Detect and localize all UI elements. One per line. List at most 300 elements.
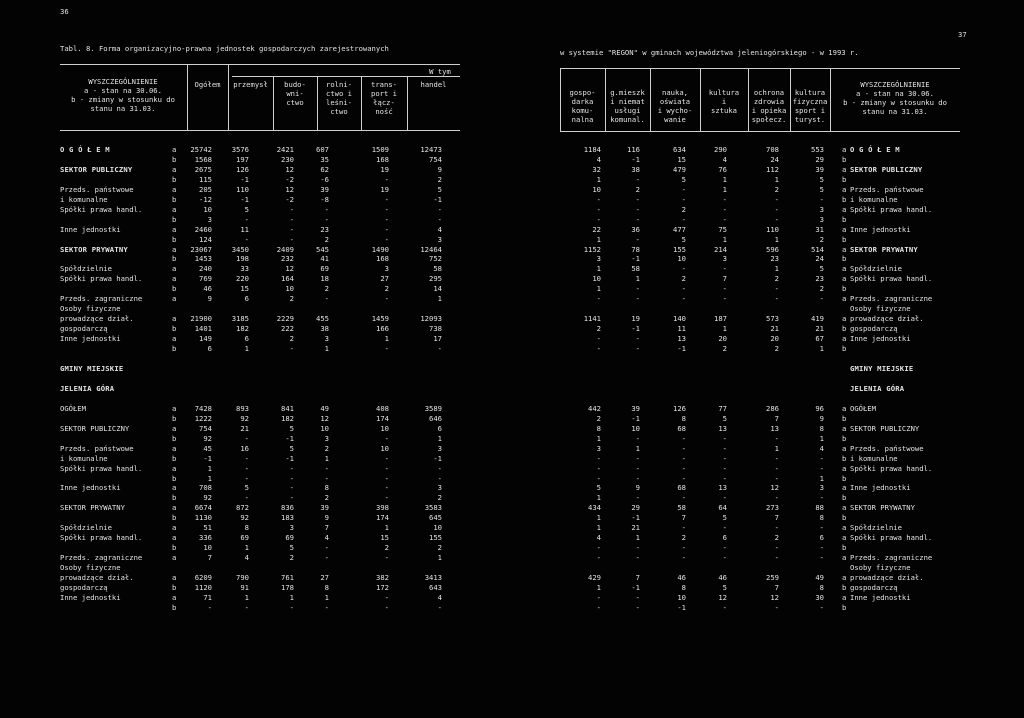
row-ab-marker-right: a [842, 164, 847, 174]
table-cell-right: 126 [673, 403, 686, 413]
table-cell-right: 7 [774, 513, 779, 523]
table-cell-right: - [774, 194, 779, 204]
table-cell-right: - [819, 543, 824, 553]
table-cell-right: 214 [714, 244, 727, 254]
table-cell-right: - [722, 602, 727, 612]
table-cell-left: 4 [437, 224, 442, 234]
table-cell-right: - [596, 294, 601, 304]
table-cell-right: - [635, 453, 640, 463]
table-cell-left: 2409 [276, 244, 294, 254]
table-cell-right: 9 [635, 483, 640, 493]
table-cell-left: 408 [376, 403, 389, 413]
table-cell-right: - [722, 284, 727, 294]
row-ab-marker-left: a [172, 443, 177, 453]
table-cell-left: - [244, 453, 249, 463]
table-cell-left: 2 [324, 443, 329, 453]
left-col-header: handel [420, 80, 447, 89]
left-col-divider [228, 64, 229, 130]
table-cell-left: 6 [207, 344, 212, 353]
row-ab-marker-left: b [172, 154, 177, 164]
table-cell-left: 1 [324, 453, 329, 463]
table-cell-right: 3 [596, 254, 601, 264]
table-cell-left: 790 [236, 573, 249, 582]
table-cell-right: 10 [677, 592, 686, 602]
table-cell-right: 3 [819, 204, 824, 214]
table-cell-left: 115 [199, 174, 212, 184]
table-cell-left: - [437, 602, 442, 612]
row-label-right: Spółdzielnie [850, 264, 902, 274]
row-ab-marker-right: a [842, 533, 847, 543]
row-ab-marker-right: a [842, 443, 847, 453]
table-cell-right: 10 [592, 184, 601, 194]
table-cell-left: 9 [207, 294, 212, 304]
row-ab-marker-left: a [172, 164, 177, 174]
table-cell-left: 155 [429, 533, 442, 543]
table-cell-left: 183 [281, 513, 294, 523]
table-cell-left: 19 [380, 184, 389, 194]
row-label-right: SEKTOR PUBLICZNY [850, 164, 923, 174]
row-label-left: i komunalne [60, 453, 108, 463]
table-cell-right: - [635, 234, 640, 244]
table-cell-left: - [384, 453, 389, 463]
table-cell-right: - [722, 453, 727, 463]
row-label-left: Przeds. zagraniczne [60, 294, 143, 304]
table-cell-right: - [596, 453, 601, 463]
table-cell-right: 1 [596, 433, 601, 443]
table-cell-right: 1 [596, 264, 601, 274]
row-label-left: prowadzące dział. [60, 314, 134, 324]
table-cell-right: 1 [722, 184, 727, 194]
left-col-header: Ogółem [194, 80, 221, 89]
table-cell-right: - [819, 453, 824, 463]
table-cell-right: 1 [635, 533, 640, 543]
row-label-right: prowadzące dział. [850, 314, 924, 324]
table-cell-right: - [774, 214, 779, 224]
page-left-number: 36 [60, 7, 69, 16]
table-cell-right: 1 [635, 443, 640, 453]
table-cell-left: 4 [437, 592, 442, 602]
table-cell-right: 36 [631, 224, 640, 234]
table-cell-right: - [774, 553, 779, 563]
table-cell-left: 5 [437, 184, 442, 194]
table-cell-right: 2 [774, 344, 779, 353]
table-cell-left: - [244, 493, 249, 503]
table-cell-right: 5 [819, 184, 824, 194]
row-ab-marker-left: b [172, 284, 177, 294]
table-cell-left: 3 [207, 214, 212, 224]
table-cell-right: 88 [815, 503, 824, 513]
table-cell-right: 8 [819, 582, 824, 592]
table-cell-right: 31 [815, 224, 824, 234]
row-label-left: GMINY MIEJSKIE [60, 363, 124, 373]
row-label-right: Inne jednostki [850, 334, 911, 344]
table-cell-right: 6 [722, 533, 727, 543]
table-cell-right: 3 [722, 254, 727, 264]
table-cell-right: - [722, 493, 727, 503]
row-label-right: i komunalne [850, 453, 898, 463]
table-cell-right: - [635, 473, 640, 483]
table-cell-right: 2 [681, 204, 686, 214]
table-cell-left: 230 [281, 154, 294, 164]
row-label-right: Przeds. zagraniczne [850, 553, 933, 563]
table-cell-left: 222 [281, 324, 294, 334]
row-ab-marker-left: b [172, 174, 177, 184]
table-cell-right: - [635, 592, 640, 602]
table-cell-left: 62 [320, 164, 329, 174]
row-ab-marker-left: a [172, 264, 177, 274]
table-cell-left: 39 [320, 184, 329, 194]
table-cell-right: 5 [819, 174, 824, 184]
table-cell-right: - [722, 264, 727, 274]
table-cell-right: - [819, 553, 824, 563]
table-cell-left: 12 [285, 164, 294, 174]
table-cell-right: - [774, 453, 779, 463]
table-cell-left: 2 [437, 174, 442, 184]
row-label-left: Przeds. państwowe [60, 184, 134, 194]
table-cell-right: 1 [635, 274, 640, 284]
row-ab-marker-left: a [172, 503, 177, 513]
table-cell-left: 295 [429, 274, 442, 284]
row-ab-marker-right: a [842, 503, 847, 513]
table-cell-right: 12 [770, 483, 779, 493]
table-cell-right: - [635, 294, 640, 304]
row-ab-marker-left: b [172, 324, 177, 334]
table-cell-left: 836 [281, 503, 294, 513]
table-cell-right: -1 [631, 154, 640, 164]
table-cell-right: 58 [677, 503, 686, 513]
table-cell-right: 12 [718, 592, 727, 602]
table-cell-left: 3 [437, 483, 442, 493]
table-cell-left: 110 [236, 184, 249, 194]
table-cell-right: 4 [819, 443, 824, 453]
table-cell-right: 2 [681, 274, 686, 284]
row-label-right: Osoby fizyczne [850, 563, 911, 573]
table-cell-right: 10 [592, 274, 601, 284]
table-cell-right: 96 [815, 403, 824, 413]
row-label-left: Spółki prawa handl. [60, 463, 143, 473]
table-cell-right: - [819, 493, 824, 503]
table-cell-left: - [244, 602, 249, 612]
table-cell-right: - [596, 543, 601, 553]
row-ab-marker-right: b [842, 543, 847, 553]
table-cell-right: 4 [596, 154, 601, 164]
table-cell-left: - [384, 483, 389, 493]
row-ab-marker-left: b [172, 493, 177, 503]
table-cell-left: 1459 [371, 314, 389, 324]
table-cell-left: 8 [324, 483, 329, 493]
table-cell-right: 49 [815, 573, 824, 582]
table-cell-right: - [722, 294, 727, 304]
table-cell-right: - [635, 204, 640, 214]
table-cell-left: 220 [236, 274, 249, 284]
table-cell-right: - [596, 194, 601, 204]
row-ab-marker-right: b [842, 154, 847, 164]
table-cell-right: 7 [774, 582, 779, 592]
table-cell-right: - [774, 433, 779, 443]
table-cell-right: 75 [718, 224, 727, 234]
row-label-right: i komunalne [850, 194, 898, 204]
table-cell-left: 2460 [194, 224, 212, 234]
table-cell-right: 434 [588, 503, 601, 513]
row-ab-marker-left: b [172, 194, 177, 204]
table-cell-left: -1 [285, 433, 294, 443]
table-cell-right: 290 [714, 145, 727, 154]
table-cell-left: -8 [320, 194, 329, 204]
table-cell-right: - [635, 433, 640, 443]
table-cell-left: 1568 [194, 154, 212, 164]
table-cell-left: 58 [433, 264, 442, 274]
table-cell-left: 4 [324, 533, 329, 543]
table-cell-right: - [774, 204, 779, 214]
row-ab-marker-right: a [842, 463, 847, 473]
table-cell-right: -1 [631, 413, 640, 423]
row-ab-marker-left: a [172, 314, 177, 324]
table-cell-right: 76 [718, 164, 727, 174]
table-cell-left: 3 [324, 433, 329, 443]
row-label-right: Spółdzielnie [850, 523, 902, 533]
table-cell-right: 46 [718, 573, 727, 582]
table-cell-left: 5 [289, 423, 294, 433]
table-cell-left: 10 [203, 543, 212, 553]
row-label-left: Inne jednostki [60, 483, 121, 493]
table-cell-right: - [681, 194, 686, 204]
table-cell-left: 761 [281, 573, 294, 582]
row-ab-marker-right: a [842, 592, 847, 602]
table-cell-left: 7 [207, 553, 212, 563]
table-cell-right: 5 [722, 513, 727, 523]
row-ab-marker-right: a [842, 403, 847, 413]
table-cell-right: 77 [718, 403, 727, 413]
stub-header-left: WYSZCZEGÓLNIENIE a - stan na 30.06. b - zmiany w stosunku do stanu na 31.03. [71, 77, 175, 113]
table-cell-left: - [289, 483, 294, 493]
table-cell-left: 174 [376, 413, 389, 423]
table-cell-left: 69 [320, 264, 329, 274]
table-cell-left: 752 [429, 254, 442, 264]
table-cell-left: 124 [199, 234, 212, 244]
row-ab-marker-left: a [172, 423, 177, 433]
table-cell-left: 2 [324, 284, 329, 294]
table-cell-right: - [681, 493, 686, 503]
table-cell-left: 46 [203, 284, 212, 294]
table-cell-left: 1 [289, 592, 294, 602]
table-cell-left: 27 [320, 573, 329, 582]
table-cell-right: 155 [673, 244, 686, 254]
table-cell-right: - [596, 602, 601, 612]
table-cell-left: 10 [320, 423, 329, 433]
table-cell-right: 68 [677, 423, 686, 433]
table-cell-right: 64 [718, 503, 727, 513]
table-cell-left: 41 [320, 254, 329, 264]
row-ab-marker-right: b [842, 433, 847, 443]
table-cell-right: - [819, 602, 824, 612]
table-cell-left: 708 [199, 483, 212, 493]
row-ab-marker-right: a [842, 423, 847, 433]
table-cell-left: 893 [236, 403, 249, 413]
table-cell-left: 21 [240, 423, 249, 433]
table-cell-left: - [437, 204, 442, 214]
table-cell-left: 1 [244, 543, 249, 553]
table-cell-left: - [324, 543, 329, 553]
table-cell-left: 51 [203, 523, 212, 533]
table-cell-left: 646 [429, 413, 442, 423]
table-cell-right: - [819, 523, 824, 533]
row-label-left: Przeds. zagraniczne [60, 553, 143, 563]
table-cell-left: 607 [316, 145, 329, 154]
table-cell-left: 3185 [231, 314, 249, 324]
table-cell-right: - [635, 543, 640, 553]
table-cell-left: 2 [324, 493, 329, 503]
table-cell-right: 3 [819, 214, 824, 224]
table-cell-left: - [244, 473, 249, 483]
row-ab-marker-right: b [842, 214, 847, 224]
table-cell-left: 1490 [371, 244, 389, 254]
table-cell-right: -1 [631, 254, 640, 264]
table-cell-right: 13 [770, 423, 779, 433]
row-label-left: Spółki prawa handl. [60, 204, 143, 214]
table-cell-right: - [774, 543, 779, 553]
table-cell-left: 9 [324, 513, 329, 523]
table-cell-left: -2 [285, 174, 294, 184]
table-cell-left: 872 [236, 503, 249, 513]
table-cell-left: 12473 [420, 145, 442, 154]
table-cell-right: 5 [596, 483, 601, 493]
table-cell-left: -6 [320, 174, 329, 184]
row-ab-marker-right: a [842, 523, 847, 533]
right-top-rule [560, 68, 960, 69]
table-cell-right: 19 [631, 314, 640, 324]
table-cell-right: 23 [815, 274, 824, 284]
row-label-right: Spółki prawa handl. [850, 533, 933, 543]
table-cell-right: 1 [774, 174, 779, 184]
table-cell-right: - [722, 473, 727, 483]
table-cell-right: - [681, 543, 686, 553]
table-cell-right: - [635, 214, 640, 224]
table-cell-right: 5 [681, 174, 686, 184]
row-label-left: JELENIA GÓRA [60, 383, 115, 393]
table-cell-left: - [384, 214, 389, 224]
table-cell-right: 4 [722, 154, 727, 164]
row-ab-marker-right: b [842, 254, 847, 264]
page-right-number: 37 [958, 30, 967, 39]
table-cell-right: - [819, 294, 824, 304]
row-label-left: Spółdzielnie [60, 523, 112, 533]
stub-header-right: WYSZCZEGÓLNIENIE a - stan na 30.06. b - zmiany w stosunku do stanu na 31.03. [843, 80, 947, 116]
table-cell-right: - [635, 602, 640, 612]
table-cell-left: -12 [199, 194, 212, 204]
row-ab-marker-left: a [172, 334, 177, 344]
table-cell-right: - [722, 433, 727, 443]
table-cell-right: 596 [766, 244, 779, 254]
table-cell-right: -1 [631, 513, 640, 523]
table-cell-left: - [324, 294, 329, 304]
table-cell-right: -1 [677, 344, 686, 353]
table-cell-right: 116 [627, 145, 640, 154]
row-ab-marker-right: a [842, 204, 847, 214]
table-cell-left: 2 [384, 543, 389, 553]
row-label-left: OGÓŁEM [60, 403, 86, 413]
table-cell-right: - [722, 214, 727, 224]
table-cell-right: 2 [596, 413, 601, 423]
table-cell-left: - [384, 234, 389, 244]
left-col-header: trans- port i łącz- ność [371, 80, 397, 116]
table-cell-right: 1 [819, 344, 824, 353]
row-label-left: i komunalne [60, 194, 108, 204]
table-cell-left: 69 [240, 533, 249, 543]
table-cell-left: 1 [324, 592, 329, 602]
table-cell-left: 738 [429, 324, 442, 334]
table-cell-left: - [437, 344, 442, 353]
row-label-right: Inne jednostki [850, 592, 911, 602]
table-cell-left: 8 [244, 523, 249, 533]
row-ab-marker-right: a [842, 294, 847, 304]
table-cell-left: - [289, 204, 294, 214]
table-cell-left: 754 [429, 154, 442, 164]
table-cell-left: 5 [244, 204, 249, 214]
row-label-left: SEKTOR PUBLICZNY [60, 164, 133, 174]
table-cell-right: 8 [596, 423, 601, 433]
table-cell-right: 1 [819, 433, 824, 443]
table-cell-left: 2421 [276, 145, 294, 154]
table-cell-left: - [244, 463, 249, 473]
table-cell-left: 7 [324, 523, 329, 533]
table-cell-right: 1 [596, 582, 601, 592]
table-cell-left: 643 [429, 582, 442, 592]
table-cell-left: 1509 [371, 145, 389, 154]
row-ab-marker-right: b [842, 234, 847, 244]
table-cell-left: 174 [376, 513, 389, 523]
table-cell-left: - [244, 214, 249, 224]
table-cell-left: - [289, 214, 294, 224]
row-ab-marker-right: a [842, 274, 847, 284]
table-cell-left: 5 [289, 543, 294, 553]
table-cell-left: 1 [437, 433, 442, 443]
table-cell-right: -1 [631, 324, 640, 334]
table-cell-right: 5 [819, 264, 824, 274]
table-cell-right: 514 [811, 244, 824, 254]
table-cell-left: - [289, 473, 294, 483]
table-cell-left: 182 [281, 413, 294, 423]
table-cell-left: 4 [244, 553, 249, 563]
table-cell-left: 168 [376, 254, 389, 264]
table-cell-right: - [596, 473, 601, 483]
table-cell-right: 2 [819, 284, 824, 294]
table-cell-right: - [819, 194, 824, 204]
row-label-left: gospodarczą [60, 324, 108, 334]
table-cell-left: 10 [285, 284, 294, 294]
table-cell-left: 18 [320, 274, 329, 284]
table-cell-left: 14 [433, 284, 442, 294]
table-cell-left: 7428 [194, 403, 212, 413]
table-cell-left: 92 [203, 433, 212, 443]
left-header-bottom-rule [60, 130, 460, 131]
row-label-left: prowadzące dział. [60, 573, 134, 582]
table-cell-left: 49 [320, 403, 329, 413]
table-cell-right: -1 [631, 582, 640, 592]
table-cell-left: 15 [240, 284, 249, 294]
row-ab-marker-left: a [172, 463, 177, 473]
table-cell-left: - [324, 204, 329, 214]
row-ab-marker-right: a [842, 334, 847, 344]
table-cell-left: - [289, 493, 294, 503]
table-cell-right: 15 [677, 154, 686, 164]
table-cell-left: 3450 [231, 244, 249, 254]
table-cell-right: 1141 [583, 314, 601, 324]
row-label-right: Inne jednostki [850, 224, 911, 234]
table-cell-right: 20 [718, 334, 727, 344]
table-cell-left: 166 [376, 324, 389, 334]
table-cell-right: 5 [722, 413, 727, 423]
table-cell-right: - [774, 463, 779, 473]
